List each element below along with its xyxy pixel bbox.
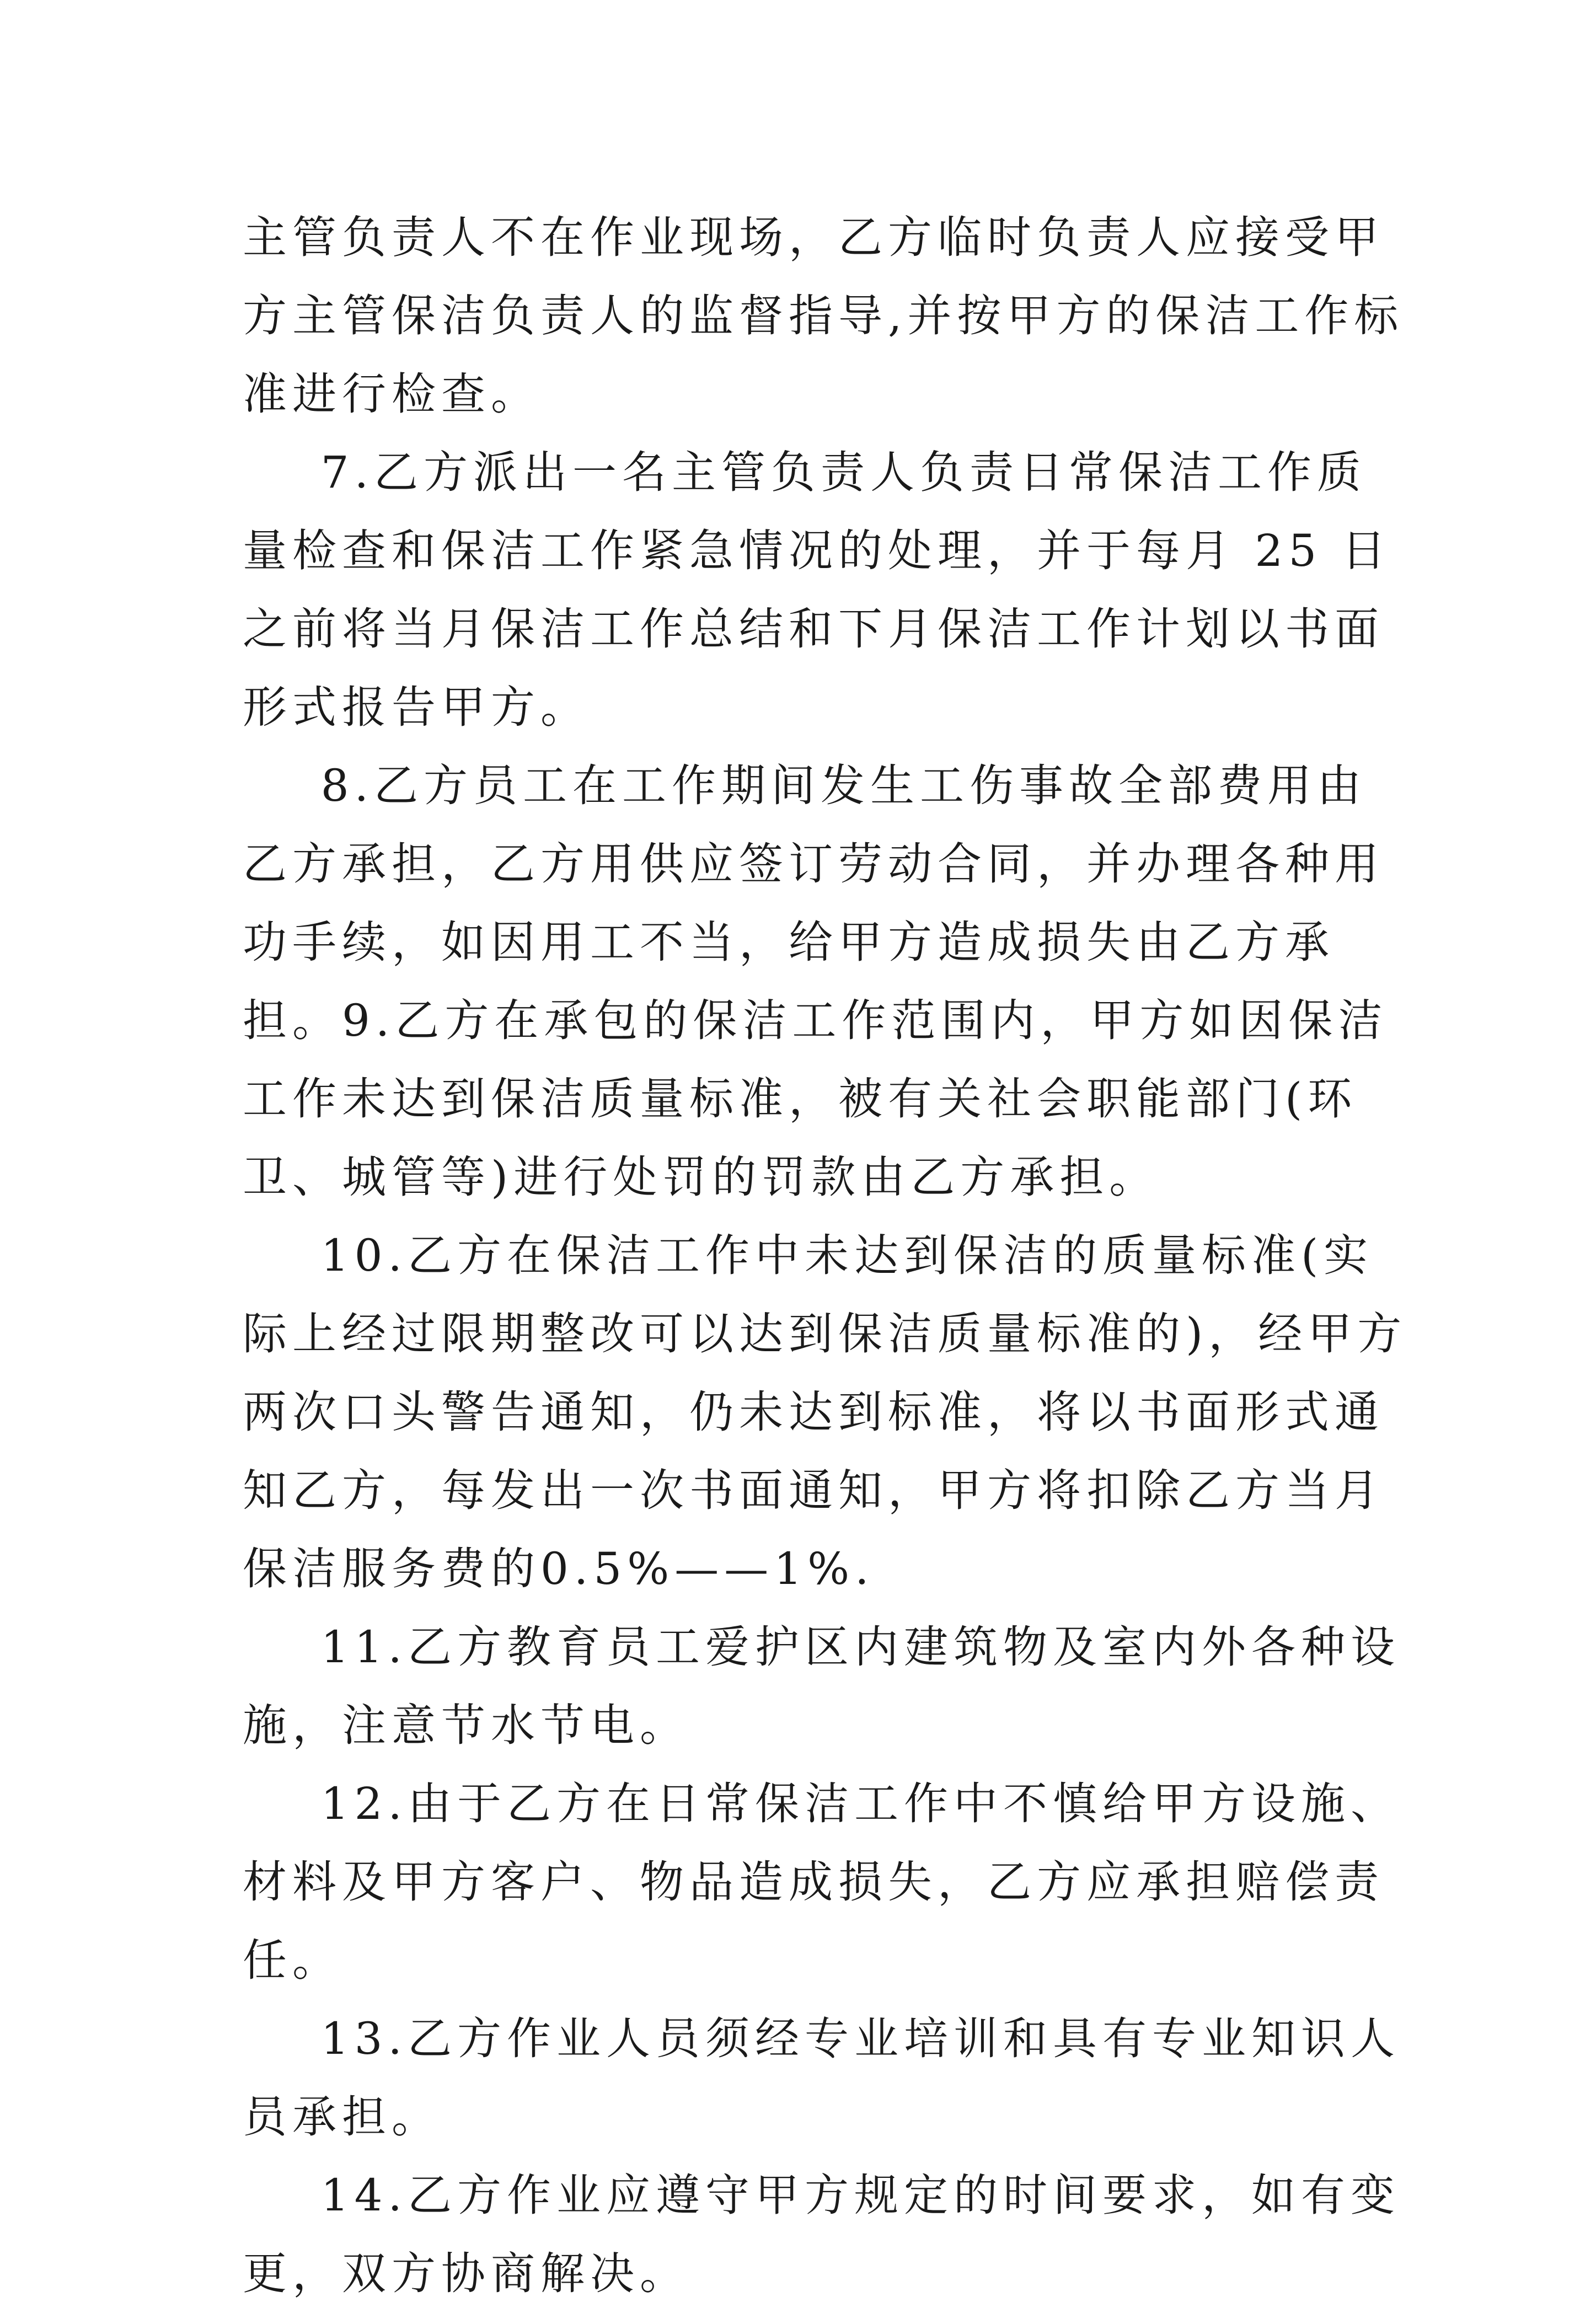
- paragraph-item-8-9: 8.乙方员工在工作期间发生工伤事故全部费用由乙方承担，乙方用供应签订劳动合同，并办理各种用功手续，如因用工不当，给甲方造成损失由乙方承担。9.乙方在承包的保洁工作范围内，甲方如因保洁工作未达到保洁质量标准，被有关社会职能部门(环卫、城管等)进行处罚的罚款由乙方承担。: [243, 760, 1388, 1203]
- document-body: [243, 199, 1412, 2313]
- paragraph-item-13: 13.乙方作业人员须经专业培训和具有专业知识人员承担。: [243, 2013, 1400, 2143]
- paragraph-item-11: 11.乙方教育员工爱护区内建筑物及室内外各种设施，注意节水节电。: [243, 1621, 1400, 1751]
- paragraph-supervision: 主管负责人不在作业现场，乙方临时负责人应接受甲方主管保洁负责人的监督指导,并按甲方的保洁工作标准进行检查。: [243, 212, 1404, 420]
- paragraph-item-10: 10.乙方在保洁工作中未达到保洁的质量标准(实际上经过限期整改可以达到保洁质量标准的)，经甲方两次口头警告通知，仍未达到标准，将以书面形式通知乙方，每发出一次书面通知，甲方将扣除乙方当月保洁服务费的0.5%——1%.: [243, 1230, 1407, 1594]
- paragraph-item-12: 12.由于乙方在日常保洁工作中不慎给甲方设施、材料及甲方客户、物品造成损失，乙方应承担赔偿责任。: [243, 1778, 1400, 1986]
- paragraph-item-14: 14.乙方作业应遵守甲方规定的时间要求，如有变更，双方协商解决。: [243, 2170, 1400, 2299]
- paragraph-item-7: 7.乙方派出一名主管负责人负责日常保洁工作质量检查和保洁工作紧急情况的处理，并于每月 25 日之前将当月保洁工作总结和下月保洁工作计划以书面形式报告甲方。: [243, 447, 1391, 733]
